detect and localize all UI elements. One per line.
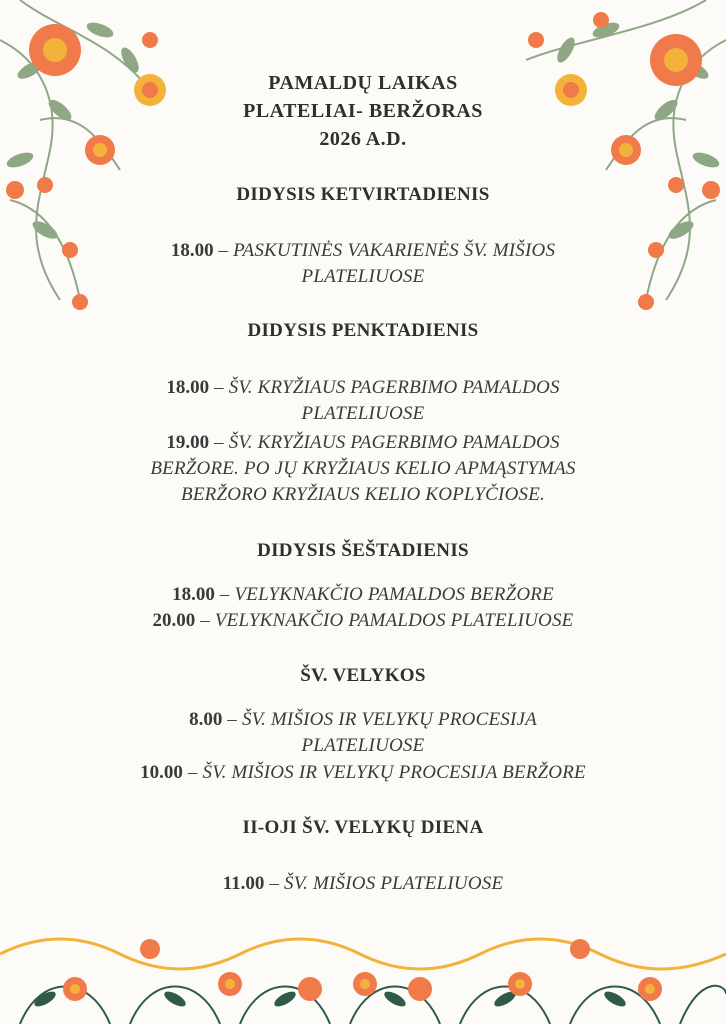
entry-description: ŠV. KRYŽIAUS PAGERBIMO PAMALDOS [228, 432, 560, 453]
section-heading: DIDYSIS KETVIRTADIENIS [236, 184, 490, 205]
schedule-entry [40, 707, 686, 759]
schedule-entry [40, 608, 686, 634]
entry-description: PASKUTINĖS VAKARIENĖS ŠV. MIŠIOS [233, 240, 556, 261]
section-heading: DIDYSIS ŠEŠTADIENIS [257, 540, 469, 561]
title-line-1: PAMALDŲ LAIKAS [268, 72, 458, 94]
entry-description: PLATELIUOSE [301, 735, 425, 756]
schedule-entry [40, 375, 686, 427]
entry-description: ŠV. MIŠIOS IR VELYKŲ PROCESIJA [241, 709, 537, 730]
entry-time: 8.00 [189, 709, 223, 730]
section-heading: ŠV. VELYKOS [300, 665, 426, 686]
entry-description: PLATELIUOSE [301, 266, 425, 287]
entry-separator: – [209, 377, 229, 398]
schedule-entry [40, 238, 686, 290]
schedule-entry [40, 582, 686, 608]
entry-time: 18.00 [170, 240, 214, 261]
entry-description: ŠV. MIŠIOS PLATELIUOSE [284, 873, 504, 894]
floral-border-bottom-icon [0, 924, 726, 1024]
entry-description: BERŽORE. PO JŲ KRYŽIAUS KELIO APMĄSTYMAS [150, 458, 576, 479]
entry-separator: – [182, 762, 203, 783]
schedule-entry [40, 760, 686, 786]
entry-separator: – [213, 240, 234, 261]
entry-time: 10.00 [140, 762, 183, 783]
schedule-entry [40, 430, 686, 508]
entry-description: ŠV. KRYŽIAUS PAGERBIMO PAMALDOS [228, 377, 560, 398]
entry-description: VELYKNAKČIO PAMALDOS PLATELIUOSE [214, 610, 574, 631]
entry-time: 11.00 [222, 873, 265, 894]
section-heading: II-OJI ŠV. VELYKŲ DIENA [242, 817, 484, 838]
entry-time: 18.00 [172, 584, 215, 605]
title-line-2: PLATELIAI- BERŽORAS [243, 100, 483, 122]
title-line-3: 2026 A.D. [319, 128, 407, 150]
entry-time: 19.00 [166, 432, 210, 453]
entry-separator: – [195, 610, 215, 631]
entry-time: 18.00 [166, 377, 210, 398]
entry-description: BERŽORO KRYŽIAUS KELIO KOPLYČIOSE. [181, 484, 545, 505]
entry-description: PLATELIUOSE [301, 403, 425, 424]
entry-separator: – [222, 709, 242, 730]
entry-time: 20.00 [152, 610, 196, 631]
entry-separator: – [209, 432, 229, 453]
entry-separator: – [264, 873, 285, 894]
section-heading: DIDYSIS PENKTADIENIS [247, 320, 479, 341]
schedule-entry [40, 871, 686, 897]
entry-separator: – [214, 584, 235, 605]
entry-description: ŠV. MIŠIOS IR VELYKŲ PROCESIJA BERŽORE [202, 762, 586, 783]
entry-description: VELYKNAKČIO PAMALDOS BERŽORE [234, 584, 554, 605]
